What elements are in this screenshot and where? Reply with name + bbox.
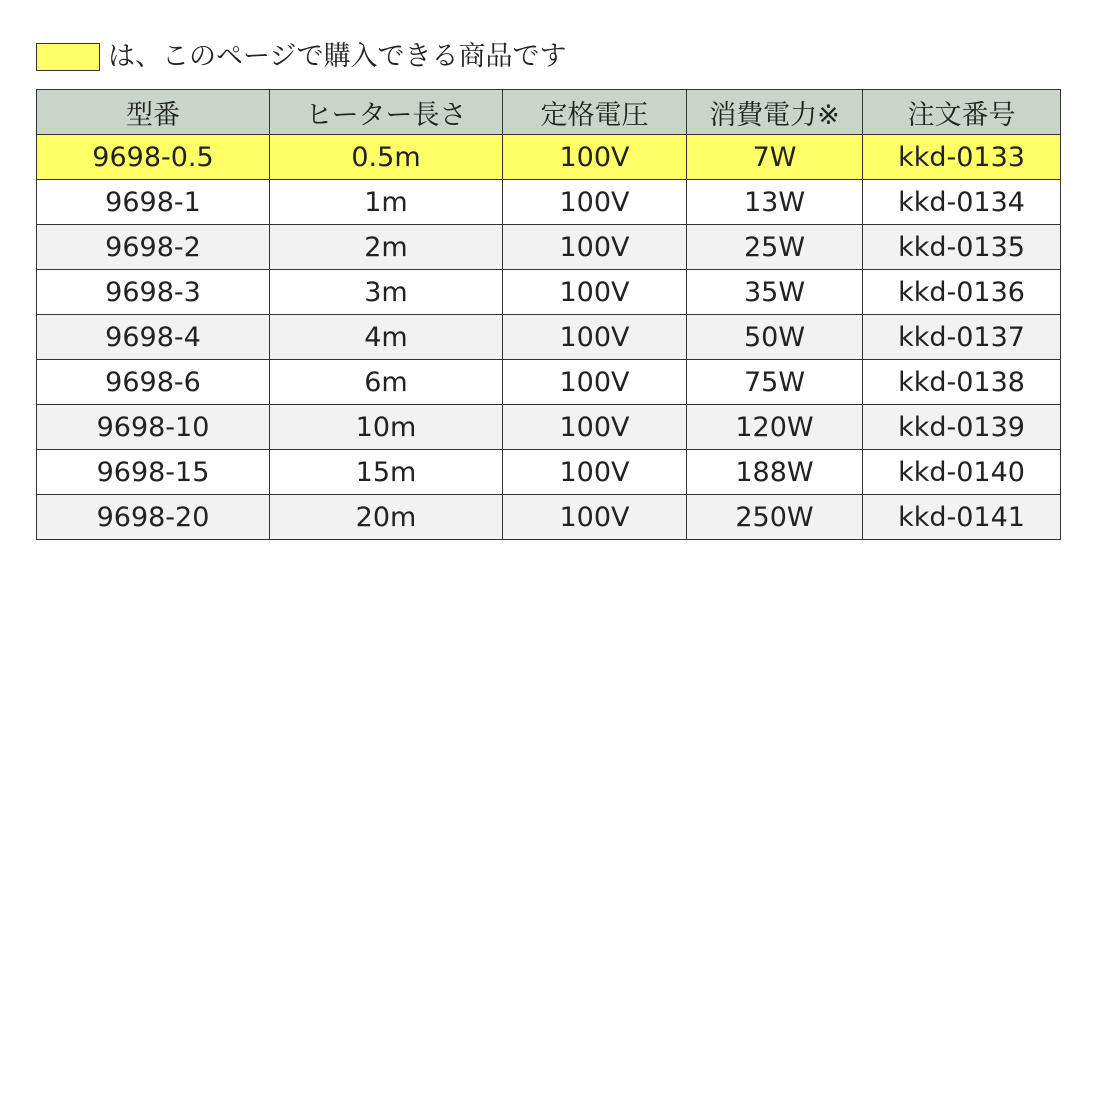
cell-model-number: 9698-15 (37, 450, 270, 495)
cell-order-number: kkd-0138 (863, 360, 1061, 405)
header-model-number: 型番 (37, 90, 270, 135)
table-header (37, 90, 1061, 135)
cell-power-consumption: 25W (687, 225, 863, 270)
table-row (37, 450, 1061, 495)
cell-heater-length: 2m (270, 225, 503, 270)
cell-power-consumption: 75W (687, 360, 863, 405)
cell-heater-length: 6m (270, 360, 503, 405)
cell-rated-voltage: 100V (503, 450, 687, 495)
cell-order-number: kkd-0141 (863, 495, 1061, 540)
cell-model-number: 9698-3 (37, 270, 270, 315)
table-row (37, 225, 1061, 270)
cell-heater-length: 20m (270, 495, 503, 540)
cell-model-number: 9698-2 (37, 225, 270, 270)
table-body (37, 135, 1061, 540)
table-row (37, 135, 1061, 180)
header-order-number: 注文番号 (863, 90, 1061, 135)
legend-swatch (36, 43, 100, 71)
header-row (37, 90, 1061, 135)
cell-order-number: kkd-0140 (863, 450, 1061, 495)
cell-power-consumption: 50W (687, 315, 863, 360)
cell-order-number: kkd-0135 (863, 225, 1061, 270)
cell-heater-length: 0.5m (270, 135, 503, 180)
cell-rated-voltage: 100V (503, 315, 687, 360)
cell-rated-voltage: 100V (503, 225, 687, 270)
cell-rated-voltage: 100V (503, 180, 687, 225)
cell-rated-voltage: 100V (503, 360, 687, 405)
cell-power-consumption: 35W (687, 270, 863, 315)
cell-order-number: kkd-0134 (863, 180, 1061, 225)
header-rated-voltage: 定格電圧 (503, 90, 687, 135)
cell-model-number: 9698-1 (37, 180, 270, 225)
cell-heater-length: 1m (270, 180, 503, 225)
cell-rated-voltage: 100V (503, 405, 687, 450)
cell-model-number: 9698-6 (37, 360, 270, 405)
table-row (37, 270, 1061, 315)
cell-rated-voltage: 100V (503, 135, 687, 180)
cell-model-number: 9698-4 (37, 315, 270, 360)
cell-heater-length: 3m (270, 270, 503, 315)
cell-power-consumption: 250W (687, 495, 863, 540)
header-heater-length: ヒーター長さ (270, 90, 503, 135)
cell-model-number: 9698-20 (37, 495, 270, 540)
cell-power-consumption: 7W (687, 135, 863, 180)
legend-text: は、このページで購入できる商品です (108, 41, 567, 72)
spec-table (36, 89, 1061, 540)
cell-power-consumption: 13W (687, 180, 863, 225)
header-power-consumption: 消費電力※ (687, 90, 863, 135)
cell-order-number: kkd-0133 (863, 135, 1061, 180)
table-row (37, 315, 1061, 360)
cell-rated-voltage: 100V (503, 270, 687, 315)
cell-order-number: kkd-0139 (863, 405, 1061, 450)
table-row (37, 495, 1061, 540)
cell-rated-voltage: 100V (503, 495, 687, 540)
cell-heater-length: 10m (270, 405, 503, 450)
cell-power-consumption: 188W (687, 450, 863, 495)
cell-model-number: 9698-10 (37, 405, 270, 450)
cell-model-number: 9698-0.5 (37, 135, 270, 180)
cell-heater-length: 4m (270, 315, 503, 360)
cell-order-number: kkd-0136 (863, 270, 1061, 315)
cell-power-consumption: 120W (687, 405, 863, 450)
table-row (37, 405, 1061, 450)
legend (36, 40, 566, 74)
table-row (37, 360, 1061, 405)
cell-heater-length: 15m (270, 450, 503, 495)
cell-order-number: kkd-0137 (863, 315, 1061, 360)
table-row (37, 180, 1061, 225)
